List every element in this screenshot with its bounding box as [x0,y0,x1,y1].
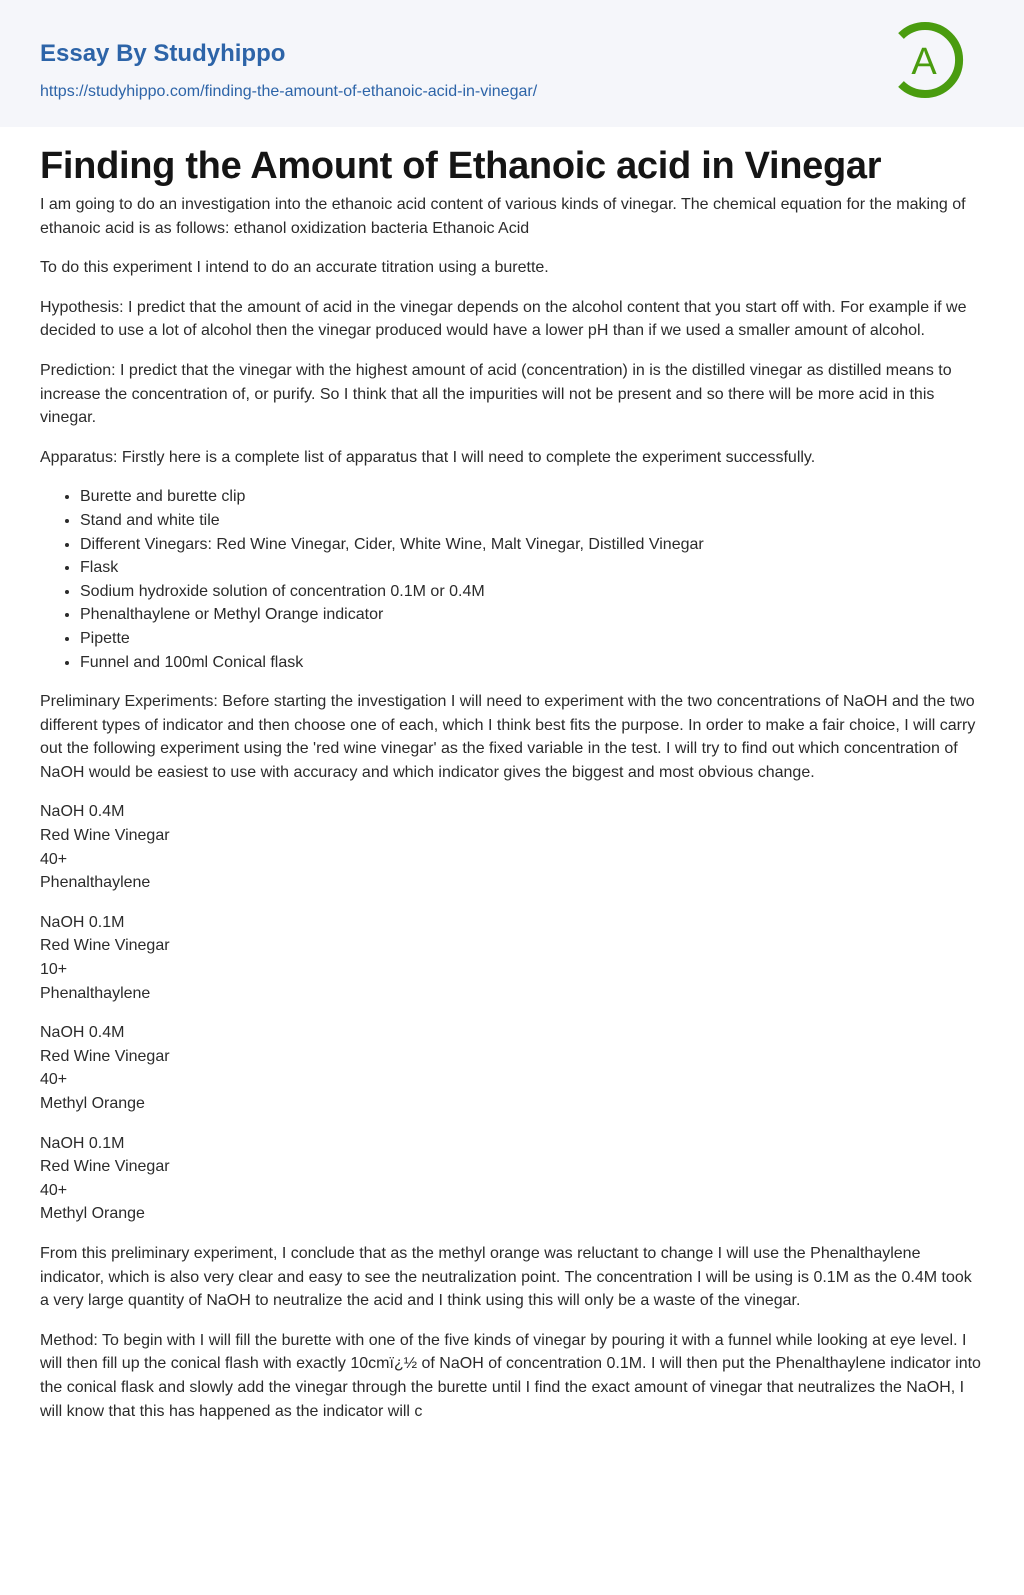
page-title: Finding the Amount of Ethanoic acid in Vinegar [40,145,882,187]
trial-block [40,800,984,894]
trial-block [40,911,984,1005]
list-item: • Funnel and 100ml Conical flask [80,651,984,675]
list-item: • Stand and white tile [80,509,984,533]
trial-line: NaOH 0.4M [40,1024,125,1042]
paragraph-hypothesis: Hypothesis: I predict that the amount of acid in the vinegar depends on the alcohol content that you start off with. For example if we decided to use a lot of alcohol then the vinegar produced would have a lower pH than if we used a smaller amount of alcohol. [40,298,967,340]
trial-block [40,1021,984,1115]
trial-line: Red Wine Vinegar [40,937,170,955]
trial-line: Red Wine Vinegar [40,827,170,845]
trial-line: 40+ [40,1181,68,1199]
paragraph-apparatus: Apparatus: Firstly here is a complete list of apparatus that I will need to complete the experiment successfully. [40,448,816,466]
trial-line: NaOH 0.4M [40,803,125,821]
trial-line: 40+ [40,850,68,868]
trial-line: Phenalthaylene [40,874,151,892]
trial-line: Red Wine Vinegar [40,1047,170,1065]
essay-url-link[interactable]: https://studyhippo.com/finding-the-amount-of-ethanoic-acid-in-vinegar/ [40,83,538,100]
site-header [0,0,1024,127]
svg-text:A: A [911,41,937,83]
trial-block [40,1132,984,1226]
trial-line: NaOH 0.1M [40,913,125,931]
essay-body [0,143,1024,1423]
trial-line: Red Wine Vinegar [40,1158,170,1176]
list-item: • Sodium hydroxide solution of concentration 0.1M or 0.4M [80,580,984,604]
apparatus-list [40,485,984,674]
trial-line: NaOH 0.1M [40,1134,125,1152]
list-item: • Flask [80,556,984,580]
trial-line: Phenalthaylene [40,984,151,1002]
list-item: • Phenalthaylene or Methyl Orange indicator [80,603,984,627]
list-item: • Different Vinegars: Red Wine Vinegar, Cider, White Wine, Malt Vinegar, Distilled Vinegar [80,533,984,557]
paragraph-titration: To do this experiment I intend to do an accurate titration using a burette. [40,259,549,277]
trial-line: Methyl Orange [40,1205,145,1223]
brand-title: Essay By Studyhippo [40,40,286,67]
paragraph-method: Method: To begin with I will fill the burette with one of the five kinds of vinegar by pouring it with a funnel while looking at eye level. I will then fill up the conical flash with exactly 10cmï¿½ of NaOH of concentration 0.1M. I will then put the Phenalthaylene indicator into the conical flask and slowly add the vinegar through the burette until I find the exact amount of vinegar that neutralizes the NaOH, I will know that this has happened as the indicator will c [40,1331,981,1420]
paragraph-intro: I am going to do an investigation into the ethanoic acid content of various kinds of vinegar. The chemical equation for the making of ethanoic acid is as follows: ethanol oxidization bacteria Ethanoic Acid [40,196,966,237]
trial-line: 10+ [40,961,68,979]
studyhippo-logo-icon[interactable] [884,18,968,102]
paragraph-conclusion: From this preliminary experiment, I conclude that as the methyl orange was reluctant to change I will use the Phenalthaylene indicator, which is also very clear and easy to see the neutralization point. The concentration I will be using is 0.1M as the 0.4M took a very large quantity of NaOH to neutralize the acid and I think using this will only be a waste of the vinegar. [40,1244,972,1310]
trial-line: 40+ [40,1071,68,1089]
list-item: • Burette and burette clip [80,485,984,509]
list-item: • Pipette [80,627,984,651]
paragraph-preliminary: Preliminary Experiments: Before starting the investigation I will need to experiment with the two concentrations of NaOH and the two different types of indicator and then choose one of each, which I think best fits the purpose. In order to make a fair choice, I will carry out the following experiment using the 'red wine vinegar' as the fixed variable in the test. I will try to find out which concentration of NaOH would be easiest to use with accuracy and which indicator gives the biggest and most obvious change. [40,693,976,781]
trial-line: Methyl Orange [40,1095,145,1112]
paragraph-prediction: Prediction: I predict that the vinegar with the highest amount of acid (concentration) in is the distilled vinegar as distilled means to increase the concentration of, or purify. So I think that all the impurities will not be present and so there will be more acid in this vinegar. [40,361,952,427]
